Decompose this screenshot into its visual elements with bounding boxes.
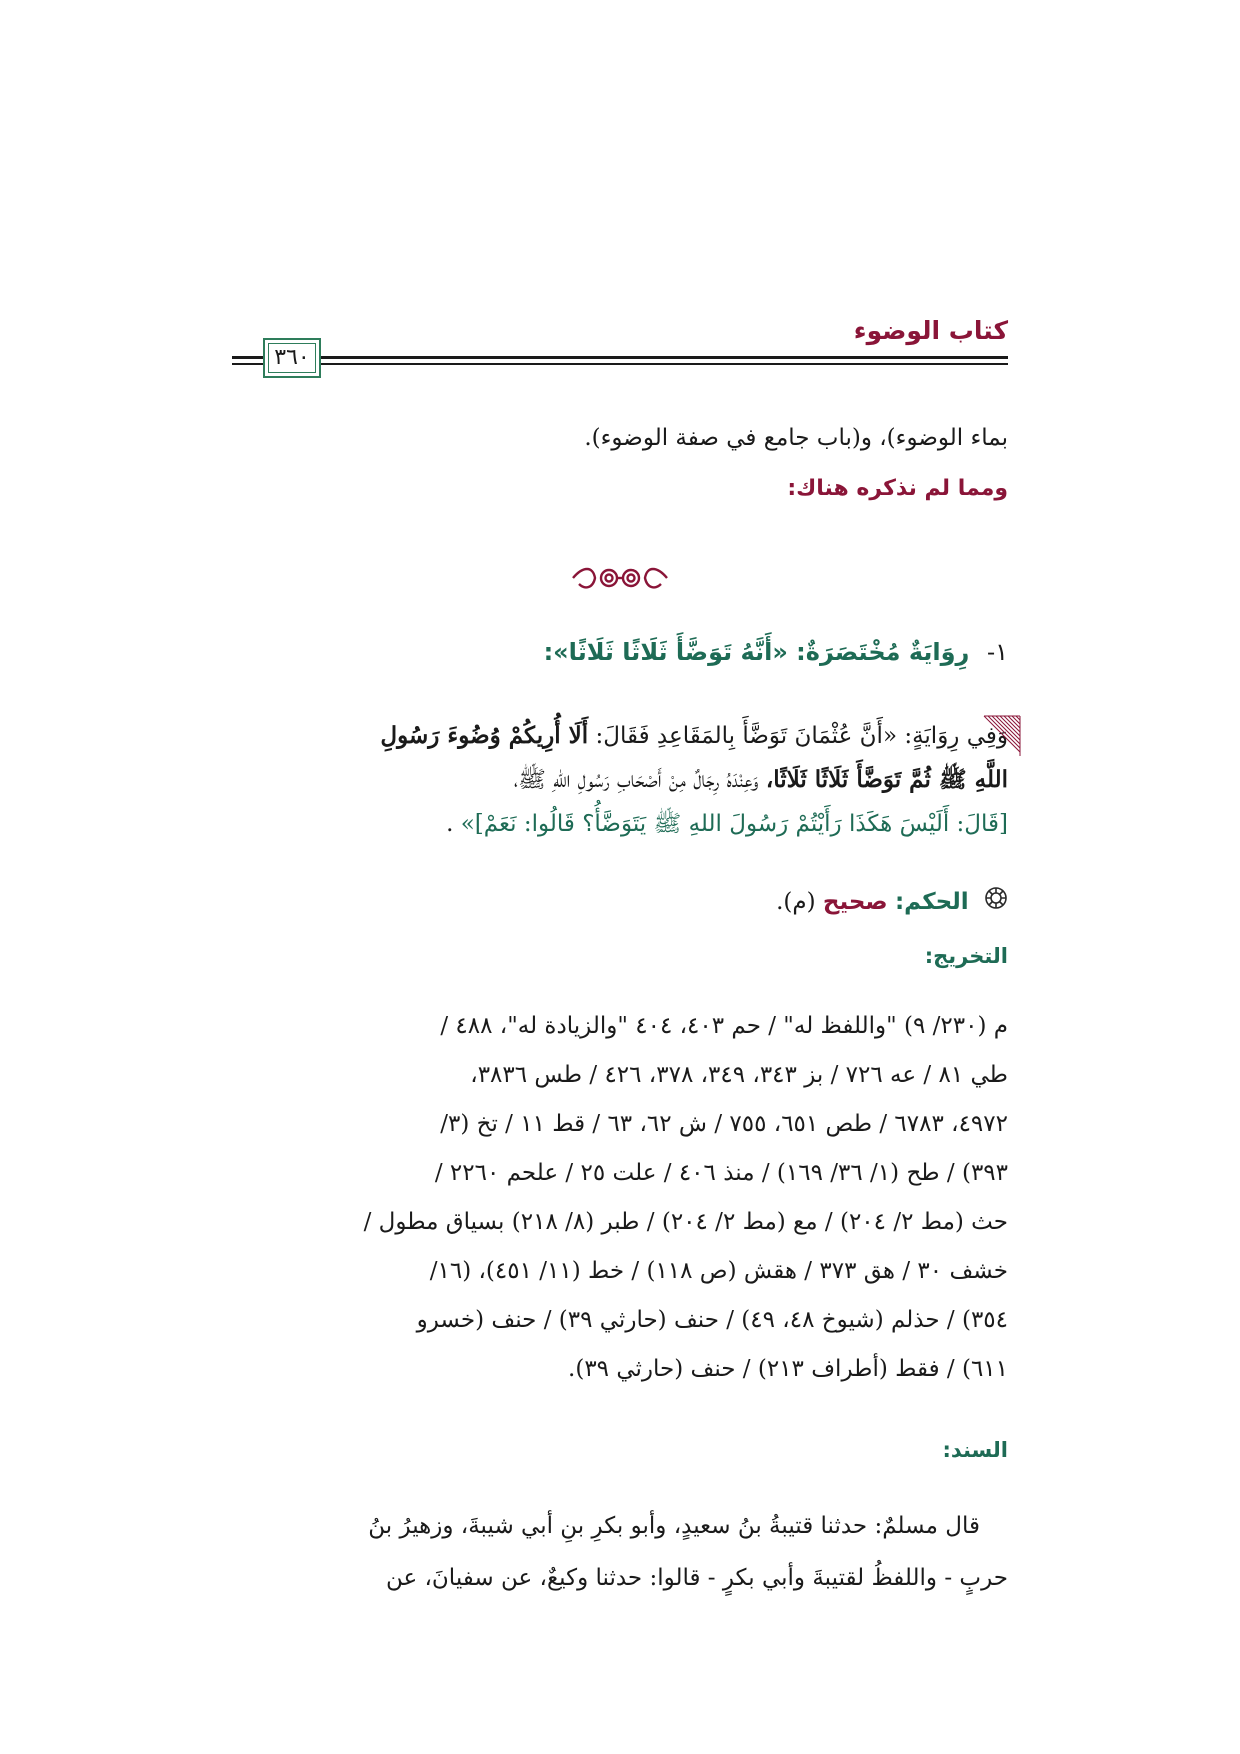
takhrij-line: ٦١١) / فقط (أطراف ٢١٣) / حنف (حارثي ٣٩). <box>568 1356 1008 1382</box>
takhrij-heading: التخريج: <box>924 944 1008 968</box>
takhrij-body <box>230 1002 1008 1394</box>
quote-text: وَفِي رِوَايَةٍ: «أَنَّ عُثْمَانَ تَوَضَّأَ بِالمَقَاعِدِ فَقَالَ: <box>588 723 1008 749</box>
intro-line: بماء الوضوء)، و(باب جامع في صفة الوضوء). <box>584 425 1008 451</box>
quote-line <box>230 758 1008 802</box>
sanad-line: حربٍ - واللفظُ لقتيبةَ وأبي بكرٍ - قالوا: حدثنا وكيعٌ، عن سفيانَ، عن <box>385 1565 1008 1591</box>
section-title: رِوَايَةٌ مُخْتَصَرَةٌ: «أَنَّهُ تَوَضَّأَ ثَلَاثًا ثَلَاثًا»: <box>543 638 970 666</box>
quote-line <box>230 714 1008 758</box>
corner-ornament-icon <box>982 714 1022 758</box>
takhrij-line: ٣٥٤) / حذلم (شيوخ ٤٨، ٤٩) / حنف (حارثي ٣٩) / حنف (خسرو <box>416 1307 1008 1333</box>
quote-text-emphasis: أَلَا أُرِيكُمْ وُضُوءَ رَسُولِ <box>380 722 589 749</box>
intro-subheading: ومما لم نذكره هناك: <box>787 476 1008 501</box>
takhrij-line: ٣٩٣) / طح (١/ ٣٦/ ١٦٩) / منذ ٤٠٦ / علت ٢٥ / علحم ٢٢٦٠ / <box>434 1160 1008 1186</box>
flourish-icon <box>565 558 675 598</box>
section-number: ١- <box>987 638 1008 666</box>
quote-addition: [قَالَ: أَلَيْسَ هَكَذَا رَأَيْتُمْ رَسُولَ اللهِ ﷺ يَتَوَضَّأُ؟ قَالُوا: نَعَمْ]» <box>460 811 1008 837</box>
sanad-line: قال مسلمٌ: حدثنا قتيبةُ بنُ سعيدٍ، وأبو بكرِ بنِ أبي شيبةَ، وزهيرُ بنُ <box>368 1513 980 1539</box>
quote-text: وَعِنْدَهُ رِجَالٌ مِنْ أَصْحَابِ رَسُولِ اللهِ ﷺ، <box>513 767 766 793</box>
narration-quote <box>230 714 1008 862</box>
page-number-frame <box>263 338 321 378</box>
sanad-heading: السند: <box>942 1438 1008 1462</box>
header-rule <box>232 356 1008 359</box>
takhrij-line: ٤٩٧٢، ٦٧٨٣ / طص ٦٥١، ٧٥٥ / ش ٦٢، ٦٣ / قط ١١ / تخ (٣/ <box>440 1111 1008 1137</box>
quote-line <box>230 802 1008 846</box>
takhrij-line: طي ٨١ / عه ٧٢٦ / بز ٣٤٣، ٣٤٩، ٣٧٨، ٤٢٦ / طس ٣٨٣٦، <box>470 1062 1008 1088</box>
medallion-icon <box>984 881 1008 926</box>
header-rule <box>232 363 1008 365</box>
running-header <box>232 315 1008 395</box>
takhrij-line: حث (مط ٢/ ٢٠٤) / مع (مط ٢/ ٢٠٤) / طبر (٨/ ٢١٨) بسياق مطول / <box>363 1209 1008 1235</box>
ruling-source: (م). <box>776 889 823 915</box>
sanad-body <box>230 1500 1008 1604</box>
quote-text: . <box>446 811 461 837</box>
book-title: كتاب الوضوء <box>853 316 1008 345</box>
ruling-label: الحكم: <box>894 889 969 915</box>
takhrij-line: م (٢٣٠/ ٩) "واللفظ له" / حم ٤٠٣، ٤٠٤ "والزيادة له"، ٤٨٨ / <box>440 1013 1008 1039</box>
page-number: ٣٦٠ <box>274 345 310 370</box>
ruling-value: صحيح <box>822 889 888 915</box>
takhrij-line: خشف ٣٠ / هق ٣٧٣ / هقش (ص ١١٨) / خط (١١/ ٤٥١)، (١٦/ <box>429 1258 1008 1284</box>
ornament-divider <box>0 558 1240 602</box>
section-heading <box>230 630 1008 675</box>
quote-text-emphasis: اللَّهِ ﷺ ثُمَّ تَوَضَّأَ ثَلَاثًا ثَلَاثًا، <box>765 766 1008 793</box>
ruling-line <box>230 880 1008 926</box>
